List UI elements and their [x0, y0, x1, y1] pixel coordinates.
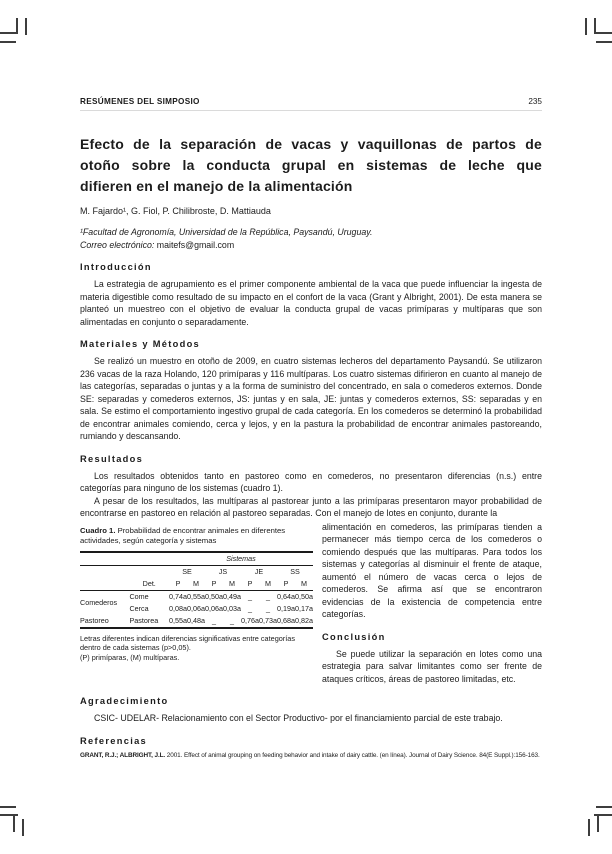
- table-rowgroup-comederos: Comederos: [80, 598, 118, 607]
- table-caption: [80, 526, 313, 546]
- table-value-cell: 0,48a: [186, 616, 205, 625]
- section-heading-materiales: Materiales y Métodos: [80, 339, 201, 349]
- table-value-cell: 0,68a: [276, 616, 295, 625]
- table-spacer-cell: [80, 565, 169, 578]
- paragraph-resultados-2: A pesar de los resultados, las multíparas al pastorear junto a las primíparas presentaron mayor probabilidad de encontrarse en pastoreo en relación al pastoreo separadas. Con el manejo de lotes en conjunto, durante la: [80, 495, 542, 518]
- table-pm-header: P: [205, 578, 223, 591]
- section-heading-referencias: Referencias: [80, 735, 148, 746]
- table-pm-header: P: [277, 578, 295, 591]
- crop-mark: [596, 806, 612, 808]
- section-heading-resultados: Resultados: [80, 453, 144, 464]
- table-and-text-columns: [80, 521, 542, 686]
- crop-mark: [588, 819, 590, 836]
- table-value-cell: 0,03a: [222, 604, 241, 613]
- table-spacer-cell: [80, 552, 169, 566]
- paragraph-agradecimiento: CSIC- UDELAR- Relacionamiento con el Sector Productivo- por el financiamiento parcial de este trabajo.: [94, 713, 503, 723]
- table-value-cell: 0,55a: [168, 616, 187, 625]
- crop-mark: [25, 18, 27, 35]
- section-heading-introduccion: Introducción: [80, 262, 152, 272]
- page-content: [80, 0, 542, 759]
- table-caption-text: Probabilidad de encontrar animales en diferentes actividades, según categoría y sistemas: [80, 525, 286, 545]
- table-pm-header: P: [241, 578, 259, 591]
- section-heading-agradecimiento: Agradecimiento: [80, 696, 169, 706]
- table-det-cell: Come: [129, 592, 149, 601]
- table-pm-header: M: [187, 578, 205, 591]
- table-row: [80, 552, 313, 566]
- running-head: RESÚMENES DEL SIMPOSIO: [80, 97, 200, 106]
- table-value-cell: 0,64a: [276, 592, 295, 601]
- paragraph-introduccion: La estrategia de agrupamiento es el primer componente ambiental de la vaca que puede influenciar la ingesta de materia digestible como resultado de su impacto en el confort de la vaca (Grant y Albright, 2001). De esta manera se planteó un muestreo con el objetivo de evaluar la conducta grupal de vacas primíparas y multíparas que son alimentadas en conjunto o separadamente.: [80, 279, 542, 327]
- crop-mark: [0, 806, 16, 808]
- authors-line: M. Fajardo¹, G. Fiol, P. Chilibroste, D. Mattiauda: [80, 206, 271, 216]
- crop-mark: [596, 41, 612, 43]
- crop-mark: [13, 816, 15, 832]
- cuadro-1-block: [80, 521, 313, 686]
- reference-authors: GRANT, R.J.; ALBRIGHT, J.L.: [80, 751, 166, 759]
- table-value-cell: _: [265, 604, 270, 613]
- crop-mark: [22, 819, 24, 836]
- table-value-cell: 0,49a: [222, 592, 241, 601]
- section-heading-conclusion: Conclusión: [322, 631, 386, 642]
- header-rule: [80, 110, 542, 111]
- affiliation-line: ¹Facultad de Agronomía, Universidad de la República, Paysandú, Uruguay.: [80, 227, 373, 237]
- table-value-cell: _: [229, 616, 234, 625]
- paragraph-materiales: Se realizó un muestro en otoño de 2009, en cuatro sistemas lecheros del departamento Paysandú. Se utilizaron 236 vacas de la raza Holando, 120 primíparas y 116 multíparas. Los cuatro sistemas difirieron en cuanto al manejo de las categorías, separadas o juntas y a la forma de suministro del concentrado, en sala o comederos externos. Donde SE: separadas y comederos externos, JS: juntas y en sala, JE: juntas y comederos externos, SS: separadas y en sala. Se estimo el comportamiento ingestivo grupal de cada categoría. En los comederos se determinó la probabilidad de encontrar animales comiendo, cerca y lejos, y en la pastura la probabilidad de encontrar animales pastoreando, rumiando y descansando.: [80, 356, 542, 441]
- crop-mark: [16, 18, 18, 34]
- table-rowgroup-pastoreo: Pastoreo: [80, 616, 109, 625]
- article-title-line: otoño sobre la conducta grupal en sistemas de leche que: [80, 157, 542, 173]
- table-det-cell: Cerca: [129, 604, 149, 613]
- paragraph-resultados-1: Los resultados obtenidos tanto en pastoreo como en comederos, no presentaron diferencias (n.s.) entre categorías para ninguno de los sistemas (cuadro 1).: [80, 470, 542, 493]
- table-group-header: SE: [182, 567, 192, 576]
- table-row: [80, 578, 313, 591]
- table-group-header: JS: [218, 567, 228, 576]
- table-value-cell: 0,50a: [204, 592, 223, 601]
- page-header: [80, 97, 542, 106]
- table-group-header: SS: [290, 567, 300, 576]
- crop-mark: [597, 816, 599, 832]
- email-value: maitefs@gmail.com: [156, 239, 235, 250]
- crop-mark: [0, 814, 18, 816]
- table-value-cell: 0,06a: [186, 604, 205, 613]
- crop-mark: [0, 41, 16, 43]
- table-row: [80, 590, 313, 603]
- table-pm-header: M: [259, 578, 277, 591]
- table-value-cell: 0,19a: [276, 604, 295, 613]
- paragraph-conclusion: Se puede utilizar la separación en lotes como una estrategia para salvar limitantes como ser frente de ataques críticos, áreas de pastoreo limitadas, etc.: [322, 648, 542, 684]
- right-text-column: [322, 521, 542, 686]
- table-value-cell: _: [247, 604, 252, 613]
- table-value-cell: 0,55a: [186, 592, 205, 601]
- table-footnote-2: (P) primíparas, (M) multíparas.: [80, 653, 180, 663]
- table-pm-header: M: [295, 578, 313, 591]
- table-value-cell: 0,73a: [258, 616, 277, 625]
- table-pm-header: P: [169, 578, 187, 591]
- table-value-cell: 0,74a: [168, 592, 187, 601]
- reference-entry: [80, 752, 542, 759]
- table-value-cell: _: [211, 616, 216, 625]
- table-footnotes: [80, 634, 313, 663]
- table-caption-label: Cuadro 1.: [80, 525, 116, 535]
- crop-mark: [594, 18, 596, 34]
- email-line: [80, 239, 542, 252]
- page-number: 235: [528, 97, 542, 106]
- table-group-header: JE: [254, 567, 264, 576]
- table-value-cell: 0,17a: [294, 604, 313, 613]
- article-title-line: Efecto de la separación de vacas y vaquillonas de partos de: [80, 136, 542, 152]
- table-value-cell: 0,50a: [294, 592, 313, 601]
- cuadro-1-table: [80, 551, 313, 629]
- table-value-cell: 0,76a: [240, 616, 259, 625]
- table-row: [80, 565, 313, 578]
- paragraph-resultados-2-continuacion: alimentación en comederos, las primíparas tienden a permanecer más tiempo cerca de los comederos o comiendo después que las multíparas. Para todos los sistemas y categorías al disminuir el frente de ataque, aumentó el número de vacas cerca o lejos de comederos. Se afirma así que se encontraron evidencias de la existencia de competencia entre categorías.: [322, 521, 542, 619]
- table-value-cell: 0,82a: [294, 616, 313, 625]
- table-sistemas-header: Sistemas: [169, 552, 313, 566]
- crop-mark: [585, 18, 587, 35]
- table-spacer-cell: [80, 578, 129, 591]
- article-title-line: difieren en el manejo de la alimentación: [80, 178, 353, 194]
- table-pm-header: M: [223, 578, 241, 591]
- table-footnote-1: Letras diferentes indican diferencias significativas entre categorías dentro de cada sistemas (p>0,05).: [80, 633, 295, 653]
- table-value-cell: 0,06a: [204, 604, 223, 613]
- table-value-cell: 0,08a: [168, 604, 187, 613]
- table-row: [80, 615, 313, 628]
- reference-text: 2001. Effect of animal grouping on feeding behavior and intake of dairy cattle. (en línea). Journal of Dairy Science. 84(E Suppl.):156-163.: [165, 751, 540, 759]
- email-label: Correo electrónico:: [80, 239, 155, 250]
- crop-mark: [594, 32, 612, 34]
- table-det-cell: Pastorea: [129, 616, 159, 625]
- article-title: [80, 134, 542, 197]
- table-det-header: Det.: [129, 578, 169, 591]
- table-value-cell: _: [247, 592, 252, 601]
- table-value-cell: _: [265, 592, 270, 601]
